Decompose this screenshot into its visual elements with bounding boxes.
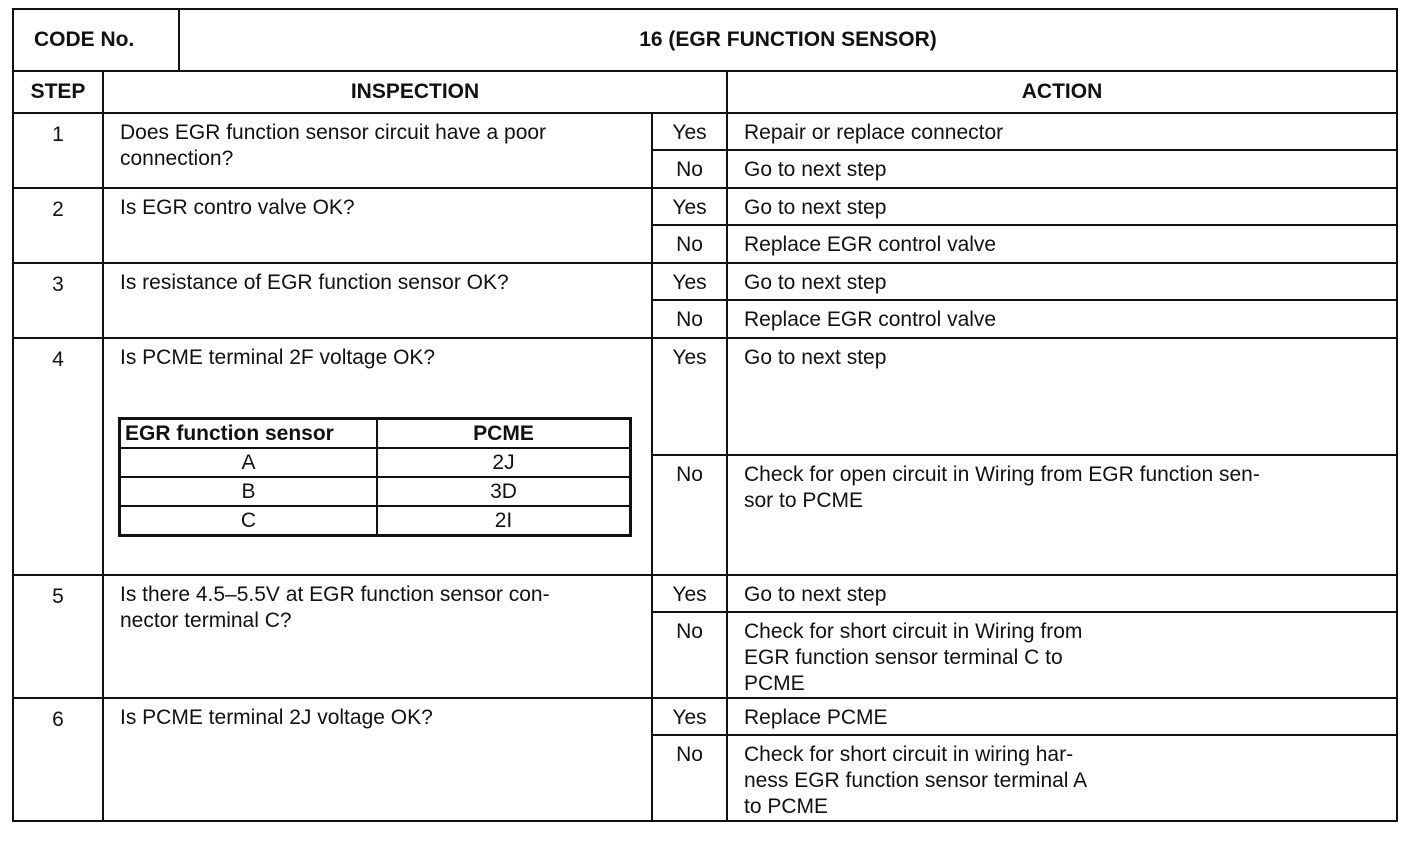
step-header: STEP — [13, 71, 103, 113]
no-action: Go to next step — [727, 150, 1397, 188]
no-label: No — [652, 300, 727, 338]
step-2-yes-row — [13, 188, 1397, 225]
sensor-terminal: C — [120, 506, 378, 536]
step-number: 2 — [13, 188, 103, 263]
yes-label: Yes — [652, 113, 727, 150]
yes-action: Go to next step — [727, 338, 1397, 455]
yes-action: Go to next step — [727, 188, 1397, 225]
inspection-text: Is PCME terminal 2F voltage OK? — [103, 338, 652, 575]
step-5-yes-row — [13, 575, 1397, 612]
code-header-row — [13, 9, 1397, 71]
code-no-label: CODE No. — [13, 9, 179, 71]
terminal-row — [120, 448, 631, 477]
no-action: Check for short circuit in wiring har- ness EGR function sensor terminal A to PCME — [727, 735, 1397, 821]
yes-action: Repair or replace connector — [727, 113, 1397, 150]
yes-action: Replace PCME — [727, 698, 1397, 735]
sensor-column-header: EGR function sensor — [120, 419, 378, 449]
action-header: ACTION — [727, 71, 1397, 113]
inspection-text: Is resistance of EGR function sensor OK? — [103, 263, 652, 338]
yes-label: Yes — [652, 263, 727, 300]
step-3-yes-row — [13, 263, 1397, 300]
inspection-text: Does EGR function sensor circuit have a poor connection? — [103, 113, 652, 188]
step-6-yes-row — [13, 698, 1397, 735]
inspection-text: Is EGR contro valve OK? — [103, 188, 652, 263]
column-header-row — [13, 71, 1397, 113]
step-number: 1 — [13, 113, 103, 188]
pcme-terminal: 2J — [377, 448, 631, 477]
no-label: No — [652, 150, 727, 188]
yes-label: Yes — [652, 338, 727, 455]
no-action: Check for short circuit in Wiring from EGR function sensor terminal C to PCME — [727, 612, 1397, 698]
pcme-terminal: 3D — [377, 477, 631, 506]
no-label: No — [652, 455, 727, 575]
step-number: 4 — [13, 338, 103, 575]
no-action: Check for open circuit in Wiring from EGR function sen- sor to PCME — [727, 455, 1397, 575]
terminal-header-row — [120, 419, 631, 449]
no-action: Replace EGR control valve — [727, 300, 1397, 338]
code-title: 16 (EGR FUNCTION SENSOR) — [179, 9, 1397, 71]
no-label: No — [652, 612, 727, 698]
sensor-terminal: B — [120, 477, 378, 506]
pcme-column-header: PCME — [377, 419, 631, 449]
no-label: No — [652, 225, 727, 263]
terminal-row — [120, 506, 631, 536]
inspection-text: Is PCME terminal 2J voltage OK? — [103, 698, 652, 821]
terminal-row — [120, 477, 631, 506]
sensor-terminal: A — [120, 448, 378, 477]
inspection-text: Is there 4.5–5.5V at EGR function sensor con- nector terminal C? — [103, 575, 652, 698]
yes-label: Yes — [652, 698, 727, 735]
yes-label: Yes — [652, 575, 727, 612]
yes-action: Go to next step — [727, 575, 1397, 612]
no-label: No — [652, 735, 727, 821]
inspection-header: INSPECTION — [103, 71, 727, 113]
step-number: 3 — [13, 263, 103, 338]
yes-label: Yes — [652, 188, 727, 225]
troubleshooting-table — [12, 8, 1398, 822]
no-action: Replace EGR control valve — [727, 225, 1397, 263]
pcme-terminal: 2I — [377, 506, 631, 536]
step-1-yes-row — [13, 113, 1397, 150]
step-number: 5 — [13, 575, 103, 698]
terminal-mapping-table — [118, 417, 632, 537]
yes-action: Go to next step — [727, 263, 1397, 300]
step-number: 6 — [13, 698, 103, 821]
